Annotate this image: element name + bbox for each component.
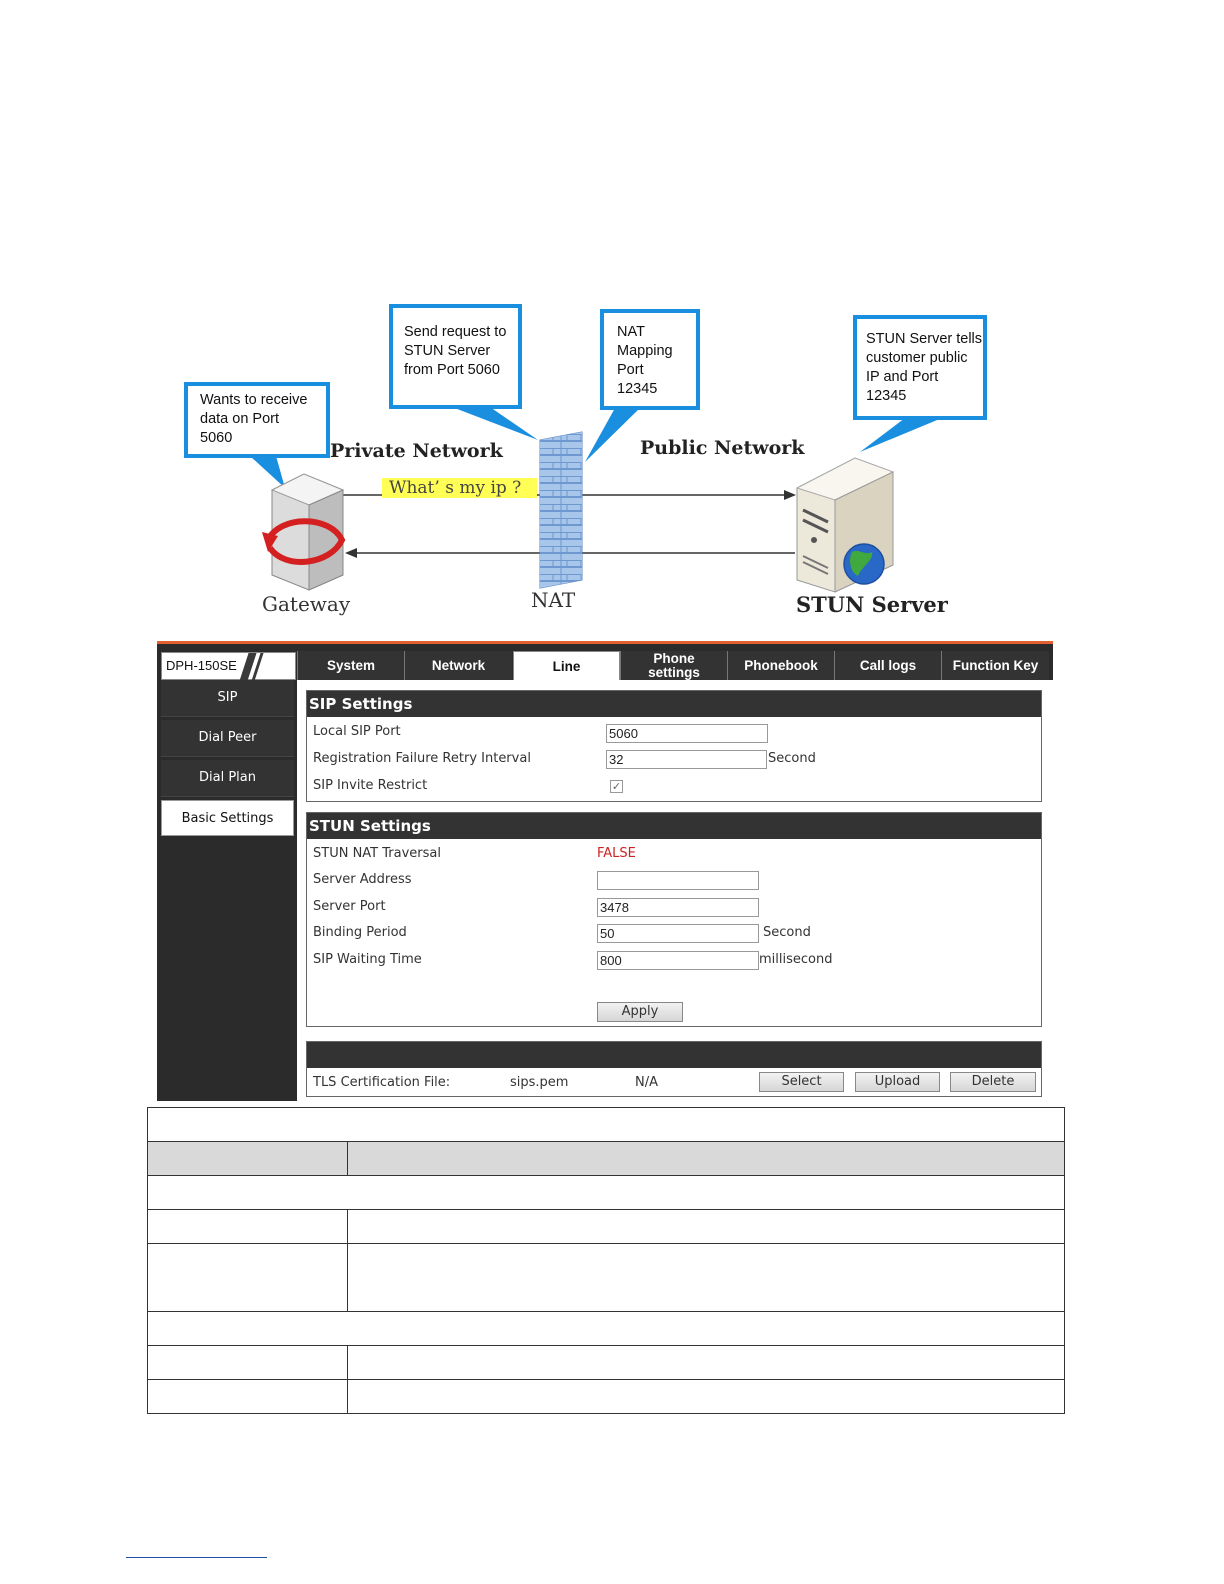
binding-period-label: Binding Period <box>313 925 407 940</box>
callout-gateway-text: Wants to receive data on Port 5060 <box>200 392 308 446</box>
gateway-label: Gateway <box>262 592 351 616</box>
tab-phone-settings-label: Phone settings <box>648 651 700 680</box>
sidebar-item-basic-settings[interactable]: Basic Settings <box>161 800 294 836</box>
table-row <box>148 1244 1065 1312</box>
tab-phonebook[interactable]: Phonebook <box>727 651 834 681</box>
sidebar-item-sip[interactable]: SIP <box>161 680 294 717</box>
sip-waiting-time-label: SIP Waiting Time <box>313 952 422 967</box>
sip-settings-panel <box>306 690 1042 802</box>
table-header-cell <box>148 1142 348 1176</box>
table-row <box>148 1346 1065 1380</box>
tls-cert-status: N/A <box>635 1075 658 1090</box>
tls-panel-header <box>307 1042 1041 1068</box>
stun-nat-traversal-label: STUN NAT Traversal <box>313 846 441 861</box>
table-cell <box>148 1244 348 1312</box>
stun-server-label: STUN Server <box>796 592 948 617</box>
callout-nat-mapping-text: NAT Mapping Port 12345 <box>617 324 673 397</box>
tab-network[interactable]: Network <box>404 651 512 681</box>
table-row <box>148 1210 1065 1244</box>
diagram-graphics <box>0 0 1224 640</box>
table-header-cell <box>348 1142 1065 1176</box>
tab-phone-settings[interactable] <box>620 651 727 681</box>
tls-panel <box>306 1041 1042 1097</box>
tab-system[interactable]: System <box>297 651 404 681</box>
table-section-row <box>148 1312 1065 1346</box>
table-cell <box>148 1176 1065 1210</box>
table-cell <box>148 1346 348 1380</box>
binding-period-unit: Second <box>763 925 811 940</box>
server-port-input[interactable]: 3478 <box>597 898 759 917</box>
sidebar-item-dial-peer[interactable]: Dial Peer <box>161 720 294 757</box>
parameter-table <box>147 1107 1065 1414</box>
stun-settings-panel <box>306 812 1042 1027</box>
sip-waiting-time-input[interactable]: 800 <box>597 951 759 970</box>
callout-stun-tells-text: STUN Server tells customer public IP and Port 12345 <box>866 331 983 404</box>
stun-server-icon <box>797 458 893 592</box>
tls-cert-file: sips.pem <box>510 1075 569 1090</box>
server-port-label: Server Port <box>313 899 386 914</box>
stun-diagram <box>0 0 1224 640</box>
sip-waiting-time-unit: millisecond <box>759 952 833 967</box>
apply-button[interactable]: Apply <box>597 1002 683 1022</box>
retry-interval-unit: Second <box>768 751 816 766</box>
local-sip-port-input[interactable]: 5060 <box>606 724 768 743</box>
server-address-label: Server Address <box>313 872 412 887</box>
tab-function-key[interactable]: Function Key <box>941 651 1049 681</box>
ui-header <box>157 647 1053 681</box>
table-row <box>148 1380 1065 1414</box>
whats-my-ip-label: What’ s my ip ? <box>382 478 537 498</box>
sip-invite-restrict-label: SIP Invite Restrict <box>313 778 428 793</box>
sip-invite-restrict-checkbox[interactable]: ✓ <box>611 780 622 793</box>
sip-settings-title: SIP Settings <box>307 691 1041 717</box>
table-cell <box>148 1108 1065 1142</box>
table-cell <box>148 1380 348 1414</box>
callout-request-text: Send request to STUN Server from Port 5060 <box>404 324 507 378</box>
table-cell <box>348 1380 1065 1414</box>
sidebar <box>161 680 294 839</box>
upload-button[interactable]: Upload <box>855 1072 940 1092</box>
select-button[interactable]: Select <box>759 1072 844 1092</box>
tab-line[interactable]: Line <box>513 651 620 681</box>
retry-interval-input[interactable]: 32 <box>606 750 767 769</box>
phone-web-ui <box>157 641 1053 1101</box>
table-cell <box>348 1210 1065 1244</box>
model-name: DPH-150SE <box>166 658 237 673</box>
binding-period-input[interactable]: 50 <box>597 924 759 943</box>
table-cell <box>348 1346 1065 1380</box>
private-network-label: Private Network <box>330 440 503 462</box>
tab-call-logs[interactable]: Call logs <box>834 651 941 681</box>
public-network-label: Public Network <box>640 437 805 459</box>
table-header-row <box>148 1142 1065 1176</box>
table-title-row <box>148 1108 1065 1142</box>
nat-label: NAT <box>531 588 576 612</box>
gateway-server-icon <box>262 474 343 590</box>
model-logo <box>161 652 296 680</box>
footnote-separator <box>126 1557 267 1558</box>
main-content <box>297 680 1053 1104</box>
table-cell <box>148 1210 348 1244</box>
stun-nat-traversal-value: FALSE <box>597 846 636 861</box>
delete-button[interactable]: Delete <box>950 1072 1036 1092</box>
retry-interval-label: Registration Failure Retry Interval <box>313 751 531 766</box>
table-cell <box>348 1244 1065 1312</box>
table-cell <box>148 1312 1065 1346</box>
nat-firewall-icon <box>540 432 582 588</box>
stun-settings-title: STUN Settings <box>307 813 1041 839</box>
server-address-input[interactable] <box>597 871 759 890</box>
table-section-row <box>148 1176 1065 1210</box>
local-sip-port-label: Local SIP Port <box>313 724 401 739</box>
sidebar-item-dial-plan[interactable]: Dial Plan <box>161 760 294 797</box>
tls-cert-label: TLS Certification File: <box>313 1075 451 1090</box>
